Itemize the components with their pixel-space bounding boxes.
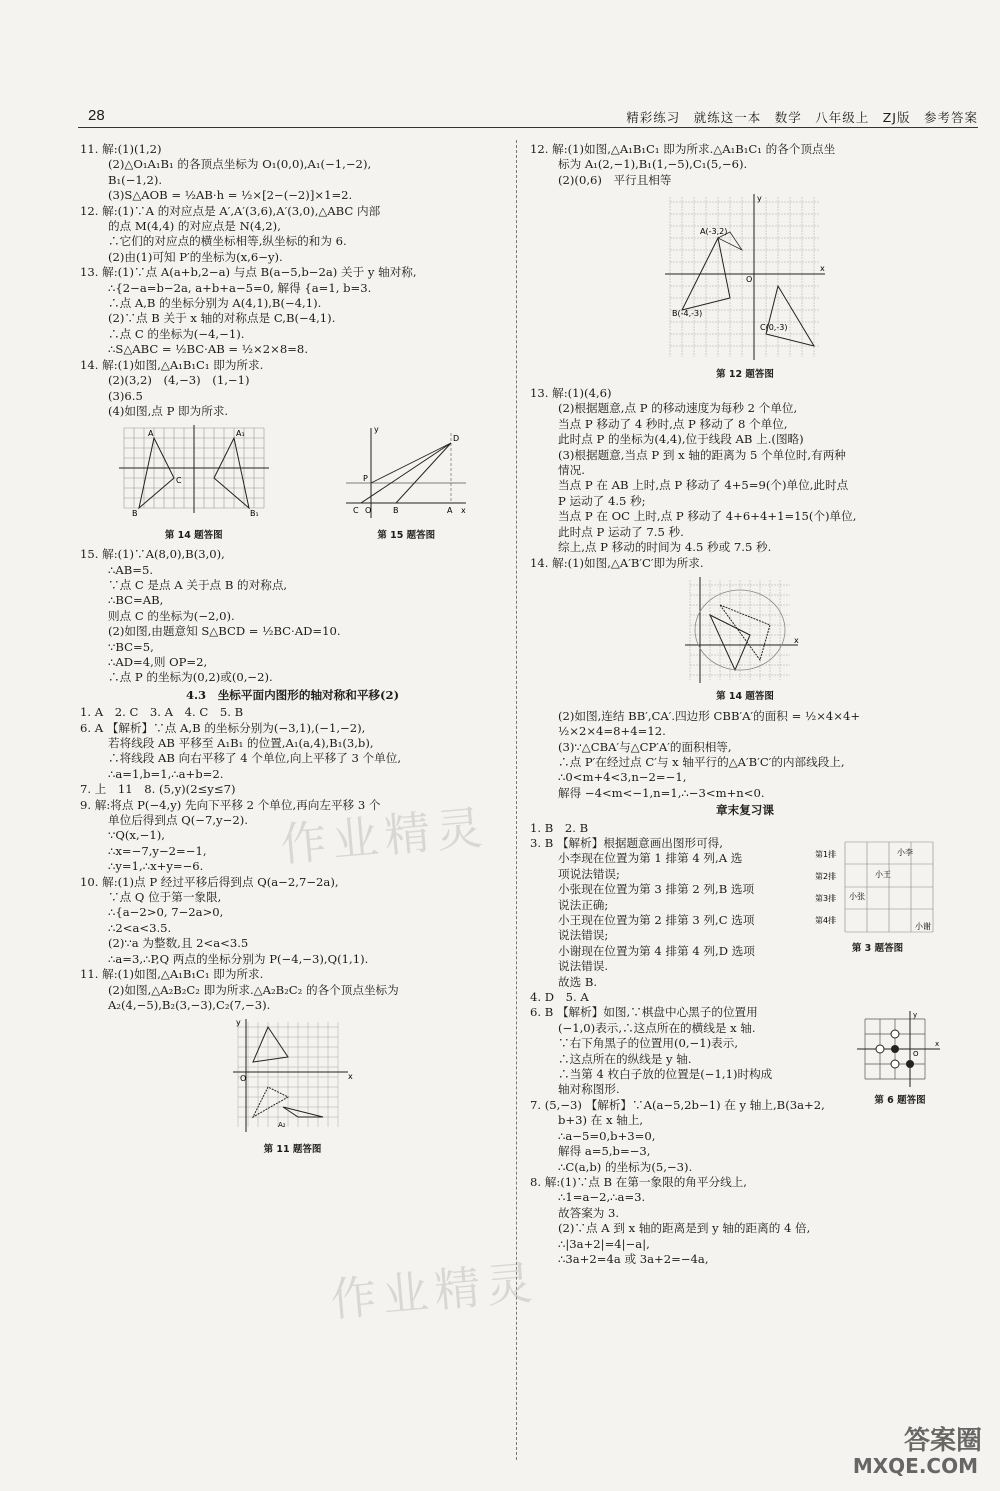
svg-text:C(0,-3): C(0,-3) [760, 323, 788, 333]
text-line: (2)如图,由题意知 S△BCD = ½BC·AD=10. [108, 624, 341, 639]
text-line: 6. A 【解析】∵点 A,B 的坐标分别为(−3,1),(−1,−2), [80, 720, 366, 735]
section-title-4-3: 4.3 坐标平面内图形的轴对称和平移(2) [185, 687, 400, 702]
figure-15 [341, 423, 471, 543]
text-line: 15. 解:(1)∵A(8,0),B(3,0), [80, 547, 225, 562]
answers-13-14 [530, 386, 960, 571]
text-line: ∴点 P′在经过点 C′与 x 轴平行的△A′B′C′的内部线段上, [558, 754, 845, 769]
figure-12-caption: 第 12 题答图 [716, 368, 774, 380]
svg-text:B₁: B₁ [249, 509, 259, 519]
grid-figure-14 [114, 423, 274, 523]
figure-14-caption: 第 14 题答图 [164, 529, 223, 541]
text-line: 11. 解:(1)如图,△A₁B₁C₁ 即为所求. [80, 967, 264, 982]
coord-figure-15 [341, 423, 471, 523]
text-line: B₁(−1,2). [108, 172, 163, 187]
text-line: (3)根据题意,当点 P 到 x 轴的距离为 5 个单位时,有两种 [558, 447, 846, 462]
figure-3-caption: 第 3 题答图 [851, 942, 904, 954]
text-line: (2)(0,6) 平行且相等 [558, 172, 672, 187]
text-line: 10. 解:(1)点 P 经过平移后得到点 Q(a−2,7−2a), [80, 874, 339, 889]
review-answers [530, 821, 960, 1268]
svg-text:B: B [393, 506, 399, 516]
svg-text:x: x [461, 506, 466, 516]
text-line: (2)△O₁A₁B₁ 的各顶点坐标为 O₁(0,0),A₁(−1,−2), [108, 157, 372, 172]
answer-14-continued [530, 709, 960, 801]
text-line: ∴y=1,∴x+y=−6. [108, 859, 204, 874]
figure-15-caption: 第 15 题答图 [377, 529, 436, 541]
text-line: (2)根据题意,点 P 的移动速度为每秒 2 个单位, [558, 401, 798, 416]
text-line: 轴对称图形. [558, 1082, 620, 1097]
svg-text:y: y [913, 1010, 918, 1019]
svg-text:x: x [794, 635, 799, 645]
answer-12 [530, 142, 960, 188]
figure-11-caption: 第 11 题答图 [263, 1143, 322, 1155]
text-line: 1. B 2. B [530, 820, 589, 835]
student-name: 小李 [897, 847, 913, 857]
text-line: 1. A 2. C 3. A 4. C 5. B [80, 705, 244, 720]
text-line: ∵点 Q 位于第一象限, [108, 890, 222, 905]
text-line: 说法错误; [558, 928, 609, 943]
figure-14 [114, 423, 274, 543]
text-line: ∴a=3,∴P,Q 两点的坐标分别为 P(−4,−3),Q(1,1). [108, 951, 369, 966]
text-line: ½×2×4=8+4=12. [558, 724, 666, 739]
text-line: ∴x=−7,y−2=−1, [108, 843, 207, 858]
text-line: ∴{2−a=b−2a, a+b+a−5=0, 解得 {a=1, b=3. [108, 280, 372, 295]
text-line: 小李现在位置为第 1 排第 4 列,A 选 [558, 851, 743, 866]
figure-6 [855, 1009, 945, 1109]
text-line: 14. 解:(1)如图,△A′B′C′即为所求. [530, 555, 704, 570]
student-name: 小谢 [915, 921, 931, 931]
answer-15 [80, 547, 505, 686]
text-line: 4. D 5. A [530, 990, 589, 1005]
book-title: 精彩练习 就练这一本 数学 八年级上 ZJ版 参考答案 [626, 110, 978, 125]
text-line: ∵点 C 是点 A 关于点 B 的对称点, [108, 577, 288, 592]
text-line: ∴它们的对应点的横坐标相等,纵坐标的和为 6. [108, 234, 347, 249]
text-line: 情况. [558, 463, 585, 478]
page-number: 28 [88, 107, 105, 124]
site-url: MXQE.COM [852, 1454, 978, 1478]
svg-text:A: A [147, 429, 154, 439]
figure-12 [530, 192, 960, 382]
page-header [78, 105, 978, 128]
grid-figure-11 [228, 1017, 358, 1137]
svg-text:x: x [935, 1039, 940, 1048]
svg-text:A(-3,2): A(-3,2) [700, 227, 728, 237]
text-line: (−1,0)表示,∴这点所在的横线是 x 轴. [558, 1020, 756, 1035]
go-board-figure-6 [855, 1009, 945, 1089]
svg-text:D: D [453, 434, 460, 444]
text-line: (2)如图,△A₂B₂C₂ 即为所求.△A₂B₂C₂ 的各个顶点坐标为 [108, 982, 399, 997]
text-line: (2)如图,连结 BB′,CA′.四边形 CBB′A′的面积 = ½×4×4+ [558, 708, 861, 723]
row-label: 第3排 [815, 893, 837, 903]
text-line: P 运动了 4.5 秒; [558, 493, 646, 508]
text-line: ∴将线段 AB 向右平移了 4 个单位,向上平移了 3 个单位, [108, 751, 402, 766]
seat-grid-figure-3 [815, 837, 940, 937]
svg-text:C: C [175, 476, 182, 486]
text-line: 小张现在位置为第 3 排第 2 列,B 选项 [558, 882, 755, 897]
text-line: 解得 −4<m<−1,n=1,∴−3<m+n<0. [558, 785, 765, 800]
svg-text:O: O [746, 275, 753, 285]
text-line: (3)S△AOB = ½AB·h = ½×[2−(−2)]×1=2. [108, 188, 353, 203]
text-line: ∴当第 4 枚白子放的位置是(−1,1)时构成 [558, 1067, 773, 1082]
text-line: 标为 A₁(2,−1),B₁(1,−5),C₁(5,−6). [558, 157, 748, 172]
text-line: 单位后得到点 Q(−7,y−2). [108, 813, 248, 828]
student-name: 小张 [849, 891, 865, 901]
svg-text:x: x [820, 264, 825, 274]
text-line: ∴2<a<3.5. [108, 920, 172, 935]
row-label: 第2排 [815, 871, 837, 881]
text-line: 的点 M(4,4) 的对应点是 N(4,2), [108, 219, 281, 234]
text-line: (3)6.5 [108, 388, 143, 403]
text-line: 故答案为 3. [558, 1205, 620, 1220]
text-line: 项说法错误; [558, 866, 620, 881]
svg-text:B(-4,-3): B(-4,-3) [672, 309, 703, 319]
left-column [80, 142, 505, 1161]
watermark: 作业精灵 [328, 1255, 541, 1327]
text-line: 则点 C 的坐标为(−2,0). [108, 608, 235, 623]
site-logo: 答案圈 [903, 1426, 982, 1456]
svg-text:y: y [235, 1018, 241, 1028]
text-line: (2)由(1)可知 P′的坐标为(x,6−y). [108, 249, 283, 264]
text-line: ∴0<m+4<3,n−2=−1, [558, 770, 687, 785]
text-line: 若将线段 AB 平移至 A₁B₁ 的位置,A₁(a,4),B₁(3,b), [108, 736, 374, 750]
student-name: 小王 [875, 869, 891, 879]
text-line: ∴点 C 的坐标为(−4,−1). [108, 326, 245, 341]
text-line: 小谢现在位置为第 4 排第 4 列,D 选项 [558, 943, 755, 958]
text-line: 3. B 【解析】根据题意画出图形可得, [530, 835, 723, 850]
text-line: 14. 解:(1)如图,△A₁B₁C₁ 即为所求. [80, 357, 264, 372]
figure-14-right [530, 575, 960, 705]
text-line: ∴a−5=0,b+3=0, [558, 1128, 656, 1143]
text-line: ∴{a−2>0, 7−2a>0, [108, 905, 224, 920]
text-line: ∴点 P 的坐标为(0,2)或(0,−2). [108, 670, 273, 685]
svg-text:x: x [347, 1072, 353, 1082]
text-line: ∴BC=AB, [108, 593, 164, 608]
text-line: 说法正确; [558, 897, 609, 912]
text-line: 12. 解:(1)∵A 的对应点是 A′,A′(3,6),A′(3,0),△ABC 内部 [80, 203, 381, 218]
watermark: 作业精灵 [278, 800, 491, 872]
svg-text:O: O [239, 1074, 246, 1084]
right-column [530, 142, 960, 1267]
svg-text:A₂: A₂ [277, 1121, 286, 1130]
svg-text:A₁: A₁ [235, 429, 245, 439]
grid-figure-14-right [680, 575, 810, 685]
text-line: (3)∵△CBA′与△CP′A′的面积相等, [558, 739, 732, 754]
grid-figure-12 [660, 192, 830, 362]
svg-text:y: y [374, 425, 379, 435]
svg-text:C: C [353, 506, 359, 516]
text-line: ∴|3a+2|=4|−a|, [558, 1236, 650, 1251]
text-line: 12. 解:(1)如图,△A₁B₁C₁ 即为所求.△A₁B₁C₁ 的各个顶点坐 [530, 142, 836, 156]
text-line: ∴这点所在的纵线是 y 轴. [558, 1051, 692, 1066]
text-line: (2)∵点 A 到 x 轴的距离是到 y 轴的距离的 4 倍, [558, 1221, 811, 1236]
text-line: 当点 P 移动了 4 秒时,点 P 移动了 8 个单位, [558, 416, 788, 431]
text-line: ∴点 A,B 的坐标分别为 A(4,1),B(−4,1). [108, 296, 322, 311]
text-line: 当点 P 在 OC 上时,点 P 移动了 4+6+4+1=15(个)单位, [558, 509, 857, 524]
text-line: 6. B 【解析】如图,∵棋盘中心黑子的位置用 [530, 1005, 758, 1020]
text-line: ∴AD=4,则 OP=2, [108, 654, 208, 669]
text-line: 小王现在位置为第 2 排第 3 列,C 选项 [558, 913, 755, 927]
text-line: 11. 解:(1)(1,2) [80, 142, 162, 156]
row-label: 第4排 [815, 915, 837, 925]
text-line: 7. 上 11 8. (5,y)(2≤y≤7) [80, 782, 236, 797]
text-line: (2)∵a 为整数,且 2<a<3.5 [108, 936, 249, 951]
figure-3 [815, 837, 940, 957]
svg-text:P: P [363, 474, 369, 484]
text-line: ∴S△ABC = ½BC·AB = ½×2×8=8. [108, 342, 308, 357]
figure-14-right-caption: 第 14 题答图 [716, 691, 774, 703]
text-line: ∴AB=5. [108, 562, 154, 577]
text-line: A₂(4,−5),B₂(3,−3),C₂(7,−3). [108, 997, 271, 1012]
text-line: 综上,点 P 移动的时间为 4.5 秒或 7.5 秒. [558, 540, 772, 555]
text-line: 13. 解:(1)∵点 A(a+b,2−a) 与点 B(a−5,b−2a) 关于 y 轴对称, [80, 265, 417, 280]
row-label: 第1排 [815, 849, 837, 859]
text-line: 9. 解:将点 P(−4,y) 先向下平移 2 个单位,再向左平移 3 个 [80, 797, 381, 812]
figure-11 [80, 1017, 505, 1157]
svg-text:B: B [131, 509, 138, 519]
text-line: (2)(3,2) (4,−3) (1,−1) [108, 373, 250, 388]
text-line: 故选 B. [558, 974, 598, 989]
text-line: 8. 解:(1)∵点 B 在第一象限的角平分线上, [530, 1174, 747, 1189]
section-title-review: 章末复习课 [716, 803, 774, 818]
figure-6-caption: 第 6 题答图 [874, 1094, 926, 1106]
text-line: 说法错误. [558, 959, 609, 974]
text-line: 此时点 P 运动了 7.5 秒. [558, 524, 684, 539]
text-line: 当点 P 在 AB 上时,点 P 移动了 4+5=9(个)单位,此时点 [558, 478, 849, 493]
text-line: 7. (5,−3) 【解析】∵A(a−5,2b−1) 在 y 轴上,B(3a+2, [530, 1097, 825, 1112]
text-line: 13. 解:(1)(4,6) [530, 386, 612, 401]
text-line: 解得 a=5,b=−3, [558, 1144, 651, 1159]
svg-text:y: y [757, 194, 762, 204]
text-line: ∵BC=5, [108, 639, 154, 654]
text-line: ∵右下角黑子的位置用(0,−1)表示, [558, 1036, 739, 1051]
text-line: ∴C(a,b) 的坐标为(5,−3). [558, 1159, 693, 1174]
text-line: (2)∵点 B 关于 x 轴的对称点是 C,B(−4,1). [108, 311, 336, 326]
text-line: ∵Q(x,−1), [108, 828, 165, 843]
text-line: b+3) 在 x 轴上, [558, 1113, 644, 1128]
svg-text:O: O [365, 506, 372, 516]
text-line: ∴1=a−2,∴a=3. [558, 1190, 646, 1205]
answers-11-14 [80, 142, 505, 419]
text-line: 此时点 P 的坐标为(4,4),位于线段 AB 上.(图略) [558, 432, 804, 447]
svg-text:O: O [913, 1049, 919, 1058]
text-line: ∴a=1,b=1,∴a+b=2. [108, 766, 224, 781]
figures-14-15 [80, 423, 505, 543]
svg-text:A: A [447, 506, 453, 516]
text-line: (4)如图,点 P 即为所求. [108, 403, 229, 418]
text-line: ∴3a+2=4a 或 3a+2=−4a, [558, 1251, 709, 1266]
